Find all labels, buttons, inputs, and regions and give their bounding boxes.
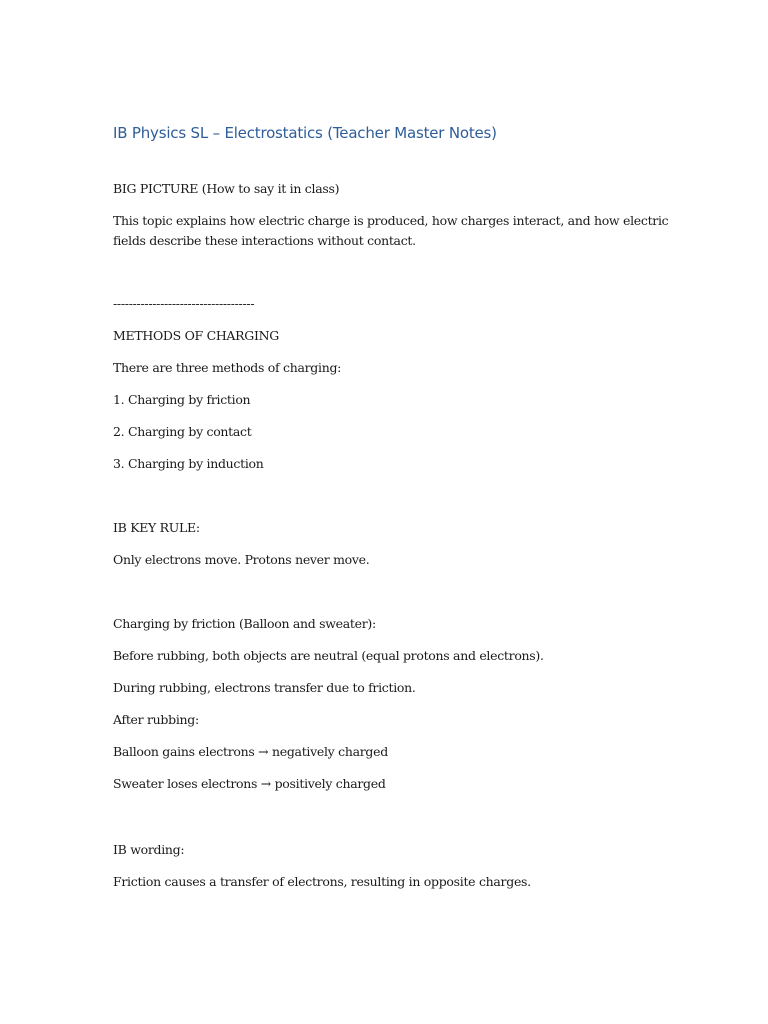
friction-heading: Charging by friction (Balloon and sweater):: [113, 616, 376, 631]
key-rule-heading: IB KEY RULE:: [113, 520, 200, 535]
methods-intro: There are three methods of charging:: [113, 360, 342, 375]
key-rule-text: Only electrons move. Protons never move.: [113, 552, 370, 567]
method-list-item: 3. Charging by induction: [113, 456, 264, 471]
friction-during-text: During rubbing, electrons transfer due to friction.: [113, 680, 416, 695]
friction-balloon-text: Balloon gains electrons → negatively charged: [113, 744, 388, 759]
method-list-item: 2. Charging by contact: [113, 424, 252, 439]
methods-heading: METHODS OF CHARGING: [113, 328, 279, 343]
wording-text: Friction causes a transfer of electrons, resulting in opposite charges.: [113, 874, 531, 889]
section-divider: ------------------------------------: [113, 296, 255, 311]
document-title: IB Physics SL – Electrostatics (Teacher Master Notes): [113, 124, 497, 142]
friction-after-label: After rubbing:: [113, 712, 199, 727]
big-picture-heading: BIG PICTURE (How to say it in class): [113, 181, 340, 196]
method-list-item: 1. Charging by friction: [113, 392, 251, 407]
big-picture-paragraph: [113, 211, 669, 251]
friction-before-text: Before rubbing, both objects are neutral (equal protons and electrons).: [113, 648, 544, 663]
big-picture-text-line-1: This topic explains how electric charge is produced, how charges interact, and how electric: [113, 213, 669, 228]
big-picture-text-line-2: fields describe these interactions without contact.: [113, 233, 416, 248]
wording-heading: IB wording:: [113, 842, 185, 857]
friction-sweater-text: Sweater loses electrons → positively charged: [113, 776, 386, 791]
